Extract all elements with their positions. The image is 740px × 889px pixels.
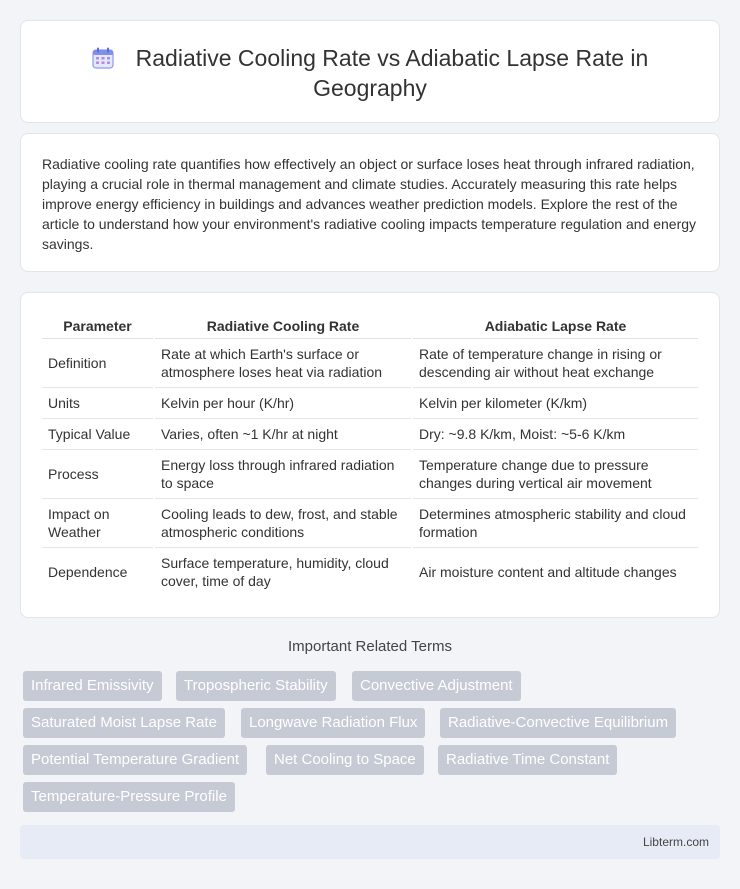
comparison-table-card bbox=[20, 292, 720, 618]
title-line-1: Radiative Cooling Rate vs Adiabatic Lapse Rate in bbox=[135, 45, 649, 71]
related-term-tag[interactable]: Radiative-Convective Equilibrium bbox=[440, 708, 676, 738]
related-term-tag[interactable]: Convective Adjustment bbox=[352, 671, 521, 701]
calendar-icon bbox=[92, 47, 114, 69]
intro-card bbox=[20, 133, 720, 272]
footer bbox=[20, 825, 720, 859]
table-row bbox=[42, 338, 698, 387]
related-term-tag[interactable]: Infrared Emissivity bbox=[23, 671, 162, 701]
column-header: Parameter bbox=[42, 315, 154, 338]
table-cell: Impact on Weather bbox=[42, 498, 154, 547]
footer-site-link[interactable]: Libterm.com bbox=[642, 835, 709, 849]
table-cell: Temperature change due to pressure changes during vertical air movement bbox=[412, 449, 698, 498]
table-cell: Units bbox=[42, 387, 154, 418]
table-cell: Air moisture content and altitude changes bbox=[412, 547, 698, 596]
table-row bbox=[42, 498, 698, 547]
title-card bbox=[20, 20, 720, 123]
related-term-tag[interactable]: Radiative Time Constant bbox=[438, 745, 617, 775]
table-cell: Cooling leads to dew, frost, and stable atmospheric conditions bbox=[154, 498, 412, 547]
table-cell: Dependence bbox=[48, 563, 128, 580]
title-line-2: Geography bbox=[313, 75, 427, 101]
table-cell: Process bbox=[42, 449, 154, 498]
related-term-tag[interactable]: Net Cooling to Space bbox=[266, 745, 424, 775]
column-header: Adiabatic Lapse Rate bbox=[412, 315, 698, 338]
table-cell: Varies, often ~1 K/hr at night bbox=[154, 418, 412, 449]
table-cell: Energy loss through infrared radiation to space bbox=[154, 449, 412, 498]
column-header: Radiative Cooling Rate bbox=[154, 315, 412, 338]
table-cell: Surface temperature, humidity, cloud cover, time of day bbox=[154, 547, 412, 596]
related-term-tag[interactable]: Temperature-Pressure Profile bbox=[23, 782, 235, 812]
intro-text: Radiative cooling rate quantifies how effectively an object or surface loses heat through infrared radiation, playing a crucial role in thermal management and climate studies. Accurately measuring this rate helps improve energy efficiency in buildings and advances weather prediction models. Explore the rest of the article to understand how your environment's radiative cooling impacts temperature regulation and energy savings. bbox=[42, 156, 697, 252]
table-row bbox=[42, 387, 698, 418]
table-row bbox=[42, 547, 698, 596]
table-cell: Determines atmospheric stability and cloud formation bbox=[412, 498, 698, 547]
table-cell: Rate at which Earth's surface or atmosphere loses heat via radiation bbox=[154, 338, 412, 387]
table-cell: Typical Value bbox=[42, 418, 154, 449]
table-cell: Definition bbox=[42, 338, 154, 387]
table-cell: Rate of temperature change in rising or descending air without heat exchange bbox=[412, 338, 698, 387]
table-row bbox=[42, 449, 698, 498]
table-cell: Kelvin per kilometer (K/km) bbox=[412, 387, 698, 418]
table-cell: Kelvin per hour (K/hr) bbox=[154, 387, 412, 418]
related-terms-heading: Important Related Terms bbox=[288, 638, 452, 655]
related-term-tag[interactable]: Tropospheric Stability bbox=[176, 671, 336, 701]
table-row bbox=[42, 418, 698, 449]
comparison-table bbox=[42, 315, 698, 596]
page-title bbox=[21, 43, 719, 103]
related-term-tag[interactable]: Saturated Moist Lapse Rate bbox=[23, 708, 225, 738]
table-header-row bbox=[42, 315, 698, 338]
related-term-tag[interactable]: Longwave Radiation Flux bbox=[241, 708, 425, 738]
related-term-tag[interactable]: Potential Temperature Gradient bbox=[23, 745, 247, 775]
table-cell: Dry: ~9.8 K/km, Moist: ~5-6 K/km bbox=[412, 418, 698, 449]
